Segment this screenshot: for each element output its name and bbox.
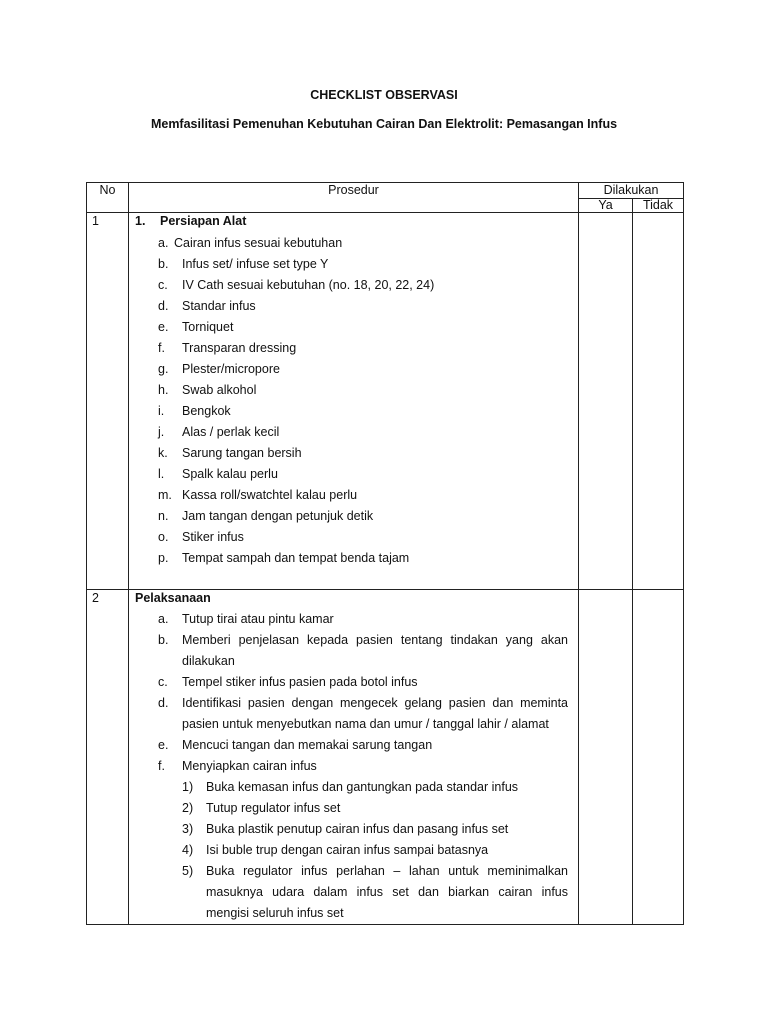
list-text: Stiker infus	[182, 530, 244, 544]
section-heading-text: Persiapan Alat	[160, 214, 247, 228]
list-text: Tempel stiker infus pasien pada botol infus	[182, 675, 418, 689]
list-text: Jam tangan dengan petunjuk detik	[182, 509, 374, 523]
header-ya: Ya	[579, 199, 633, 213]
list-letter: k.	[158, 446, 168, 460]
header-tidak: Tidak	[633, 199, 684, 213]
sub-list-number: 3)	[182, 822, 194, 836]
list-letter: n.	[158, 509, 169, 523]
header-no: No	[87, 183, 129, 213]
header-dilakukan: Dilakukan	[579, 183, 684, 199]
list-text: Kassa roll/swatchtel kalau perlu	[182, 488, 358, 502]
list-letter: a.	[158, 236, 169, 250]
list-letter: g.	[158, 362, 169, 376]
list-text: Tempat sampah dan tempat benda tajam	[182, 551, 410, 565]
sub-list-text-line: masuknya udara dalam infus set dan biarkan cairan infus	[206, 885, 568, 899]
table-row	[87, 213, 684, 590]
sub-list-text: Tutup regulator infus set	[206, 801, 341, 815]
list-letter: d.	[158, 299, 169, 313]
list-letter: p.	[158, 551, 169, 565]
list-letter: f.	[158, 759, 165, 773]
list-text: Cairan infus sesuai kebutuhan	[174, 236, 343, 250]
list-text-line: Identifikasi pasien dengan mengecek gelang pasien dan meminta	[182, 696, 568, 710]
section-heading: Pelaksanaan	[135, 591, 211, 605]
checkbox-cell-tidak[interactable]	[633, 213, 684, 590]
procedure-cell	[129, 590, 579, 925]
checklist-table	[86, 182, 684, 925]
list-text: Torniquet	[182, 320, 234, 334]
sub-list-text-line: Buka regulator infus perlahan – lahan untuk meminimalkan	[206, 864, 568, 878]
list-text: Bengkok	[182, 404, 231, 418]
section-pelaksanaan	[129, 590, 578, 924]
section-heading-number: 1.	[135, 214, 146, 228]
list-text: Mencuci tangan dan memakai sarung tangan	[182, 738, 433, 752]
sub-list-text-line: mengisi seluruh infus set	[206, 906, 344, 920]
list-text-line: dilakukan	[182, 654, 235, 668]
list-letter: b.	[158, 633, 169, 647]
list-letter: j.	[158, 425, 165, 439]
sub-list-number: 4)	[182, 843, 194, 857]
list-text: Spalk kalau perlu	[182, 467, 278, 481]
section-heading	[135, 213, 247, 229]
list-text: Alas / perlak kecil	[182, 425, 280, 439]
list-letter: c.	[158, 675, 168, 689]
list-letter: l.	[158, 467, 165, 481]
list-text: Tutup tirai atau pintu kamar	[182, 612, 334, 626]
list-letter: f.	[158, 341, 165, 355]
checkbox-cell-ya[interactable]	[579, 213, 633, 590]
checkbox-cell-ya[interactable]	[579, 590, 633, 925]
sub-list-number: 1)	[182, 780, 194, 794]
list-letter: e.	[158, 320, 169, 334]
list-text: Plester/micropore	[182, 362, 280, 376]
header-prosedur: Prosedur	[129, 183, 579, 213]
list-text: Infus set/ infuse set type Y	[182, 257, 329, 271]
list-letter: a.	[158, 612, 169, 626]
checkbox-cell-tidak[interactable]	[633, 590, 684, 925]
table-header-row	[87, 183, 684, 199]
sub-list-text: Buka kemasan infus dan gantungkan pada standar infus	[206, 780, 519, 794]
list-letter: c.	[158, 278, 168, 292]
list-letter: b.	[158, 257, 169, 271]
list-text: Menyiapkan cairan infus	[182, 759, 317, 773]
list-text: Transparan dressing	[182, 341, 297, 355]
list-text-line: Memberi penjelasan kepada pasien tentang tindakan yang akan	[182, 633, 568, 647]
list-text: Standar infus	[182, 299, 256, 313]
document-subtitle: Memfasilitasi Pemenuhan Kebutuhan Cairan Dan Elektrolit: Pemasangan Infus	[150, 117, 618, 131]
list-letter: m.	[158, 488, 172, 502]
row-number: 2	[87, 590, 129, 925]
list-letter: e.	[158, 738, 169, 752]
list-text-line: pasien untuk menyebutkan nama dan umur / tanggal lahir / alamat	[182, 717, 549, 731]
section-persiapan-alat	[129, 213, 578, 589]
table-row	[87, 590, 684, 925]
list-letter: i.	[158, 404, 165, 418]
sub-list-number: 2)	[182, 801, 194, 815]
list-text: Swab alkohol	[182, 383, 257, 397]
list-letter: o.	[158, 530, 169, 544]
list-text: Sarung tangan bersih	[182, 446, 302, 460]
sub-list-text: Isi buble trup dengan cairan infus sampai batasnya	[206, 843, 489, 857]
list-letter: h.	[158, 383, 169, 397]
sub-list-text: Buka plastik penutup cairan infus dan pasang infus set	[206, 822, 509, 836]
sub-list-number: 5)	[182, 864, 194, 878]
row-number: 1	[87, 213, 129, 590]
list-text: IV Cath sesuai kebutuhan (no. 18, 20, 22, 24)	[182, 278, 435, 292]
list-letter: d.	[158, 696, 169, 710]
procedure-cell	[129, 213, 579, 590]
document-title: CHECKLIST OBSERVASI	[310, 88, 458, 102]
